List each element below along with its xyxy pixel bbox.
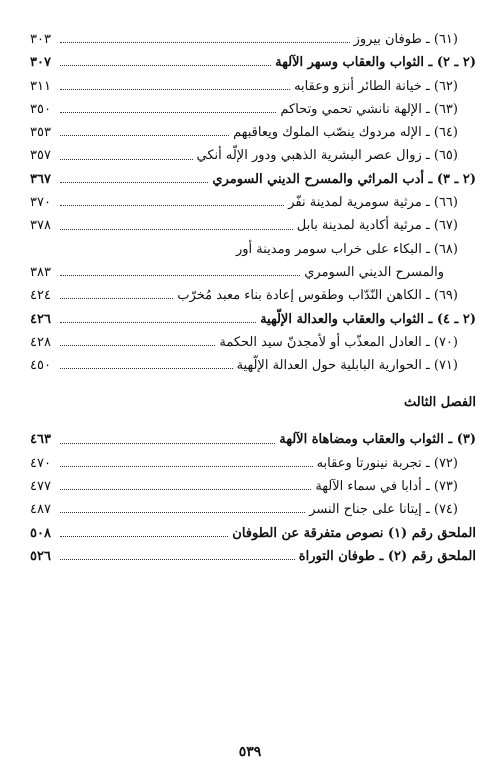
toc-entry bbox=[30, 308, 476, 331]
toc-entry-title: (٧١) ـ الحوارية البابلية حول العدالة الإلّهية bbox=[236, 358, 458, 374]
toc-leader-dots bbox=[60, 443, 275, 444]
toc-entry-title: (٦٢) ـ خيانة الطائر أنزو وعقابه bbox=[294, 78, 458, 94]
toc-leader-dots bbox=[60, 159, 193, 160]
toc-leader-dots bbox=[60, 135, 229, 136]
toc-entry bbox=[30, 331, 476, 354]
toc-entry-page: ٥٢٦ bbox=[30, 548, 51, 564]
chapter-heading: الفصل الثالث bbox=[404, 395, 476, 411]
toc-entry bbox=[30, 28, 476, 51]
toc-leader-dots bbox=[60, 182, 208, 183]
toc-entry bbox=[30, 284, 476, 307]
toc-entry-title: (٦٣) ـ الإلهة نانشي تحمي وتحاكم bbox=[280, 101, 458, 117]
toc-leader-dots bbox=[60, 559, 295, 560]
toc-leader-dots bbox=[60, 42, 350, 43]
toc-entry-page: ٣٥٧ bbox=[30, 148, 51, 164]
toc-entry bbox=[30, 498, 476, 521]
toc-entry-page: ٣٠٣ bbox=[30, 32, 51, 47]
toc-entry bbox=[30, 168, 476, 191]
toc-entry-page: ٣٦٧ bbox=[30, 171, 51, 187]
toc-entry-page: ٣٥٣ bbox=[30, 125, 51, 141]
toc-entry-page: ٤٢٨ bbox=[30, 334, 51, 350]
toc-entry-title: (٦٥) ـ زوال عصر البشرية الذهبي ودور الإلّه أنكي bbox=[196, 148, 458, 164]
table-of-contents bbox=[30, 28, 476, 568]
toc-entry-title: والمسرح الديني السومري bbox=[304, 264, 444, 280]
toc-entry-title: (٢ ـ ٤) ـ الثواب والعقاب والعدالة الإلّهية bbox=[260, 311, 476, 327]
toc-entry-page: ٥٠٨ bbox=[30, 525, 51, 541]
toc-entry-title: (٦٧) ـ مرثية أكادية لمدينة بابل bbox=[296, 218, 458, 234]
toc-entry-page: ٣١١ bbox=[30, 78, 51, 94]
toc-entry-title: (٢ ـ ٢) ـ الثواب والعقاب وسهر الآلهة bbox=[275, 55, 476, 71]
toc-entry-page: ٤٥٠ bbox=[30, 358, 51, 374]
toc-leader-dots bbox=[60, 65, 271, 66]
toc-entry bbox=[30, 214, 476, 237]
toc-entry bbox=[30, 121, 476, 144]
toc-entry-page: ٤٨٧ bbox=[30, 502, 51, 518]
toc-leader-dots bbox=[60, 512, 305, 513]
toc-leader-dots bbox=[60, 345, 215, 346]
toc-section-1 bbox=[30, 28, 476, 377]
toc-entry bbox=[30, 354, 476, 377]
page-number: ٥٣٩ bbox=[238, 744, 262, 760]
toc-entry-title: (٧٤) ـ إيتانا على جناح النسر bbox=[309, 502, 458, 518]
toc-entry-page: ٤٦٣ bbox=[30, 432, 51, 448]
toc-entry-page: ٣٧٨ bbox=[30, 218, 51, 234]
toc-leader-dots bbox=[60, 322, 256, 323]
toc-entry bbox=[30, 428, 476, 451]
toc-entry-title: (٦٤) ـ الإله مردوك ينصّب الملوك ويعاقبهم bbox=[233, 125, 458, 141]
toc-leader-dots bbox=[60, 298, 173, 299]
toc-entry bbox=[30, 261, 476, 284]
toc-section-2 bbox=[30, 428, 476, 568]
toc-entry-title: (٧٢) ـ تجربة نينورتا وعقابه bbox=[316, 455, 458, 471]
toc-entry bbox=[30, 98, 476, 121]
toc-entry-page: ٤٢٤ bbox=[30, 288, 51, 304]
toc-entry-title: (٦٨) ـ البكاء على خراب سومر ومدينة أور bbox=[235, 241, 458, 257]
toc-leader-dots bbox=[60, 466, 313, 467]
toc-entry bbox=[30, 144, 476, 167]
toc-entry-page: ٣٥٠ bbox=[30, 101, 51, 117]
toc-entry-page: ٣٠٧ bbox=[30, 55, 51, 71]
toc-entry-title: (٦٦) ـ مرثية سومرية لمدينة نفّر bbox=[288, 195, 458, 211]
toc-leader-dots bbox=[60, 205, 284, 206]
toc-leader-dots bbox=[60, 112, 276, 113]
toc-entry-title: (٧٠) ـ العادل المعذّب أو لأمجدنّ سيد الحكمة bbox=[219, 334, 458, 350]
toc-entry bbox=[30, 452, 476, 475]
toc-leader-dots bbox=[60, 368, 233, 369]
toc-entry-page: ٤٧٠ bbox=[30, 455, 51, 471]
toc-entry-title: (٣) ـ الثواب والعقاب ومضاهاة الآلهة bbox=[279, 432, 476, 448]
toc-entry-title: الملحق رقم (١) نصوص متفرقة عن الطوفان bbox=[232, 525, 476, 541]
toc-entry bbox=[30, 522, 476, 545]
toc-entry-page: ٣٨٣ bbox=[30, 264, 51, 280]
toc-leader-dots bbox=[60, 489, 311, 490]
toc-entry bbox=[30, 191, 476, 214]
toc-entry-title: (٢ ـ ٣) ـ أدب المراثي والمسرح الديني السومري bbox=[212, 171, 476, 187]
toc-entry bbox=[30, 545, 476, 568]
toc-entry bbox=[30, 475, 476, 498]
toc-entry-title: الملحق رقم (٢) ـ طوفان التوراة bbox=[298, 548, 476, 564]
toc-entry-page: ٤٢٦ bbox=[30, 311, 51, 327]
toc-leader-dots bbox=[60, 275, 300, 276]
toc-entry-title: (٧٣) ـ أدابا في سماء الآلهة bbox=[315, 479, 458, 495]
toc-entry bbox=[30, 75, 476, 98]
toc-entry bbox=[30, 51, 476, 74]
toc-leader-dots bbox=[60, 536, 228, 537]
toc-entry-title: (٦٩) ـ الكاهن النّدّاب وطقوس إعادة بناء معبد مُخرّب bbox=[177, 288, 458, 304]
toc-entry-page: ٣٧٠ bbox=[30, 195, 51, 211]
toc-leader-dots bbox=[60, 229, 293, 230]
toc-leader-dots bbox=[60, 89, 290, 90]
toc-entry-page: ٤٧٧ bbox=[30, 479, 51, 495]
toc-entry-title: (٦١) ـ طوفان بيروز bbox=[353, 32, 458, 47]
toc-entry bbox=[30, 238, 476, 261]
